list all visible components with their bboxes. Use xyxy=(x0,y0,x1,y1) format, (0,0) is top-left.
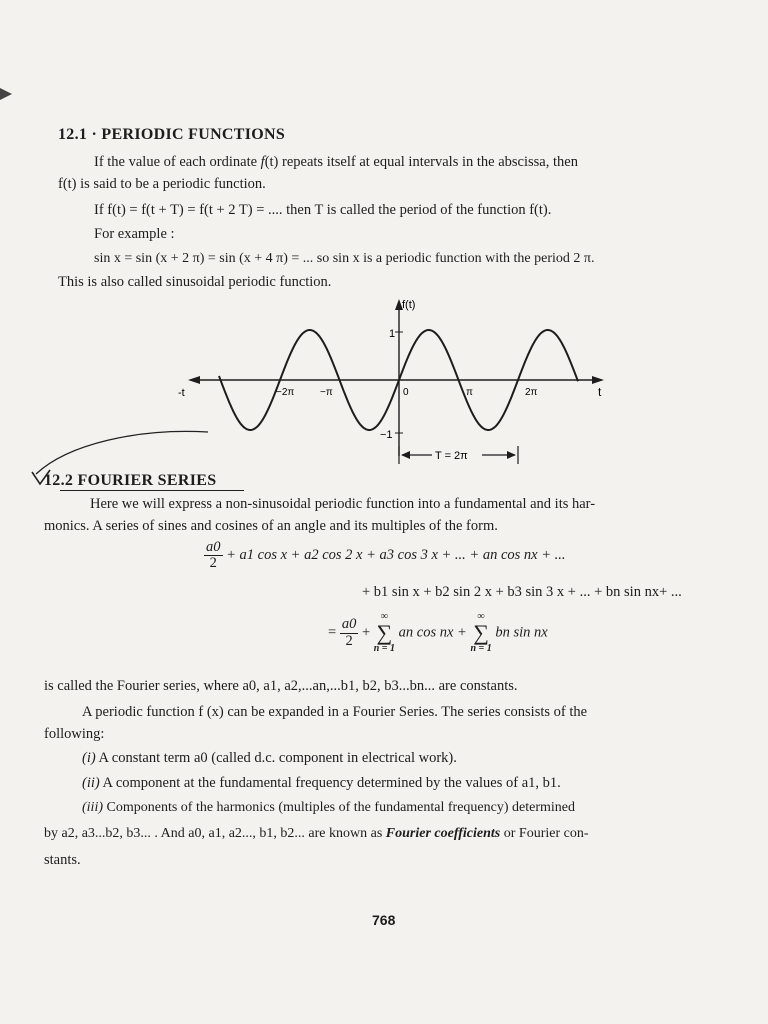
fraction-numerator: a0 xyxy=(206,539,221,555)
list-marker: (ii) xyxy=(82,775,100,791)
x-axis-left-label: -t xyxy=(178,387,185,399)
summation-2 xyxy=(470,612,491,654)
period-label: T = 2π xyxy=(435,450,468,462)
tick-label-zero: 0 xyxy=(403,387,409,398)
section-heading-fourier-series: 12.2 FOURIER SERIES xyxy=(44,472,217,489)
tick-label-neg-pi: −π xyxy=(320,387,333,398)
list-item-constant-term xyxy=(82,750,457,767)
text-segment: by a2, a3...b2, b3... . And a0, a1, a2..., b1, b2... are known as xyxy=(44,826,386,841)
period-arrow-right-head xyxy=(507,451,516,459)
paragraph-definition-line2: f(t) is said to be a periodic function. xyxy=(58,176,266,192)
sum-upper-limit: ∞ xyxy=(477,611,485,622)
list-item-harmonics-line3: stants. xyxy=(44,852,81,868)
section-heading-periodic-functions: 12.1 · PERIODIC FUNCTIONS xyxy=(58,126,286,143)
text-segment: or Fourier con- xyxy=(500,826,589,841)
sigma-symbol: ∑ xyxy=(473,620,489,645)
sine-wave-graph xyxy=(170,296,620,471)
paragraph-sine-example: sin x = sin (x + 2 π) = sin (x + 4 π) = ... so sin x is a periodic function with the period 2 π. xyxy=(94,251,595,266)
fraction-a0-over-2 xyxy=(204,540,223,571)
equals-sign: = xyxy=(328,624,337,641)
fraction-a0-over-2-b xyxy=(340,617,359,648)
period-arrow-left-head xyxy=(401,451,410,459)
paragraph-fourier-intro-line2: monics. A series of sines and cosines of an angle and its multiples of the form. xyxy=(44,518,498,534)
sum-lower-limit: n = 1 xyxy=(470,643,492,654)
sum-lower-limit: n = 1 xyxy=(373,643,396,654)
list-item-harmonics-line2 xyxy=(44,826,589,842)
text-segment: If the value of each ordinate xyxy=(94,154,261,170)
list-text: Components of the harmonics (multiples of the fundamental frequency) determined xyxy=(103,800,575,815)
paragraph-period-definition: If f(t) = f(t + T) = f(t + 2 T) = .... then T is called the period of the function f(t). xyxy=(94,202,552,218)
summation-1 xyxy=(374,612,395,654)
list-item-fundamental xyxy=(82,775,561,792)
paragraph-fourier-intro-line1: Here we will express a non-sinusoidal periodic function into a fundamental and its har- xyxy=(90,496,596,512)
sum-upper-limit: ∞ xyxy=(380,611,388,622)
text-segment: (t) repeats itself at equal intervals in the abscissa, then xyxy=(264,154,578,170)
list-item-harmonics xyxy=(82,800,575,816)
text-segment-emphasis: Fourier coefficients xyxy=(385,826,501,841)
fraction-numerator: a0 xyxy=(341,616,357,633)
text-segment-italic: f xyxy=(260,154,265,170)
formula-line-2: + b1 sin x + b2 sin 2 x + b3 sin 3 x + ... + bn sin nx+ ... xyxy=(362,584,682,600)
paragraph-sinusoidal: This is also called sinusoidal periodic function. xyxy=(58,274,332,290)
formula-sine-sum-term: bn sin nx xyxy=(495,624,548,641)
x-axis-right-arrow xyxy=(592,376,604,384)
paragraph-fourier-definition: is called the Fourier series, where a0, a1, a2,...an,...b1, b2, b3...bn... are constants. xyxy=(44,678,518,694)
formula-cosine-sum-term: an cos nx + xyxy=(398,624,467,641)
y-label-1: 1 xyxy=(389,328,396,340)
page-number: 768 xyxy=(372,912,396,928)
list-marker: (iii) xyxy=(82,800,103,815)
list-marker: (i) xyxy=(82,750,96,766)
paragraph-for-example: For example : xyxy=(94,226,175,242)
heading-underline xyxy=(60,490,244,491)
paragraph-expansion-line2: following: xyxy=(44,726,105,742)
tick-label-pi: π xyxy=(466,387,473,398)
list-text: A constant term a0 (called d.c. component in electrical work). xyxy=(95,750,457,766)
x-axis-right-label: t xyxy=(598,385,602,399)
page-edge-mark xyxy=(0,86,14,102)
tick-label-neg-2pi: −2π xyxy=(276,387,295,398)
plus-sign: + xyxy=(361,624,371,641)
x-axis-left-arrow xyxy=(188,376,200,384)
formula-line-1 xyxy=(204,540,566,571)
fraction-denominator: 2 xyxy=(345,632,353,649)
y-axis-label: f(t) xyxy=(402,299,416,311)
paragraph-expansion-line1: A periodic function f (x) can be expanded in a Fourier Series. The series consists of the xyxy=(82,704,588,720)
paragraph-definition-line1 xyxy=(94,154,578,171)
sigma-symbol: ∑ xyxy=(376,620,393,645)
y-label-neg1: −1 xyxy=(380,429,393,441)
formula-cosine-terms: + a1 cos x + a2 cos 2 x + a3 cos 3 x + ... + an cos nx + ... xyxy=(226,547,566,564)
fraction-denominator: 2 xyxy=(209,555,217,572)
list-text: A component at the fundamental frequency determined by the values of a1, b1. xyxy=(99,775,561,791)
formula-line-3 xyxy=(328,612,548,654)
tick-label-2pi: 2π xyxy=(525,387,538,398)
